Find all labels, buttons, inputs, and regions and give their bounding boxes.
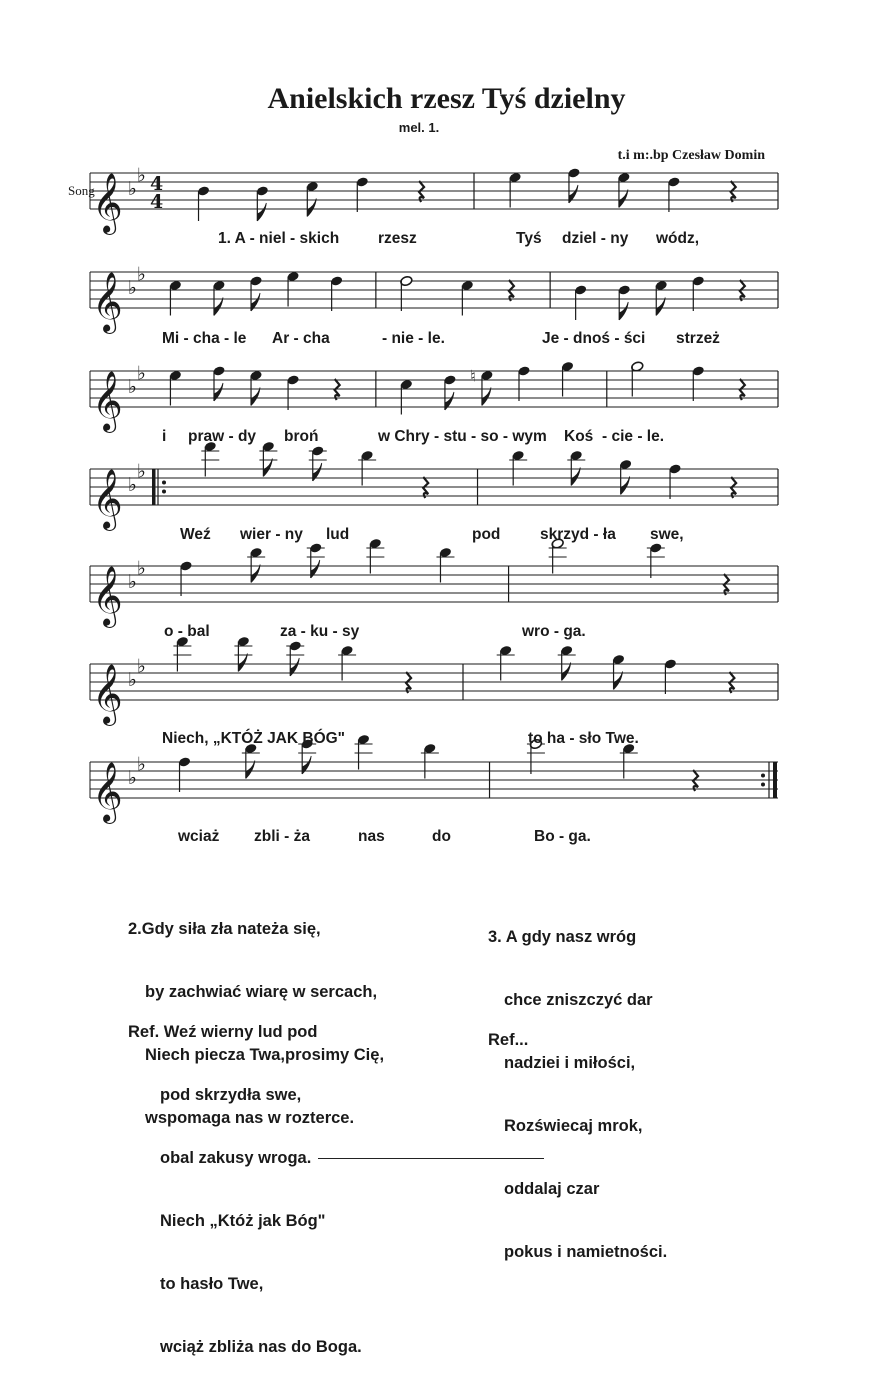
eighth-flag xyxy=(619,302,628,320)
verse-3 xyxy=(488,885,667,1284)
eighth-flag xyxy=(562,663,571,681)
eighth-flag xyxy=(619,190,628,208)
repeat-dot xyxy=(761,774,765,778)
verse-line: 3. A gdy nasz wróg xyxy=(488,928,637,946)
eighth-flag xyxy=(251,388,260,406)
lyric-word: to ha - sło Twe. xyxy=(528,730,639,747)
eighth-flag xyxy=(482,388,491,406)
refrain xyxy=(128,980,362,1379)
key-flat: ♭ xyxy=(137,263,146,286)
lyric-word: za - ku - sy xyxy=(280,623,360,640)
part-name: Song xyxy=(68,183,95,198)
eighth-flag xyxy=(614,672,623,690)
verse-line: by zachwiać wiarę w sercach, xyxy=(145,983,378,1001)
lyric-word: - nie - le. xyxy=(382,330,445,347)
treble-clef: 𝄞 xyxy=(92,762,123,822)
lyric-word: zbli - ża xyxy=(254,828,310,845)
lyric-word: wódz, xyxy=(656,230,700,247)
verse-line: to hasło Twe, xyxy=(160,1275,264,1293)
repeat-dot xyxy=(162,481,166,485)
eighth-flag xyxy=(246,761,255,779)
verse-line: oddalaj czar xyxy=(504,1180,600,1198)
time-signature-top: 4 xyxy=(150,173,164,195)
lyric-word: lud xyxy=(326,526,350,543)
time-signature-bottom: 4 xyxy=(150,191,164,213)
lyric-word: Tyś xyxy=(516,230,542,247)
key-flat: ♭ xyxy=(128,767,137,789)
lyric-word: wier - ny xyxy=(240,526,303,543)
lyric-word: dziel - ny xyxy=(562,230,629,247)
eighth-flag xyxy=(214,298,223,316)
lyric-word: swe, xyxy=(650,526,684,543)
lyric-word: 1. A - niel - skich xyxy=(218,230,340,247)
eighth-flag xyxy=(251,565,260,583)
eighth-flag xyxy=(307,199,316,217)
verse-line: wspomaga nas w rozterce. xyxy=(145,1109,355,1127)
lyric-word: Ar - cha xyxy=(272,330,330,347)
verse-line: Niech piecza Twa,prosimy Cię, xyxy=(145,1046,385,1064)
eighth-flag xyxy=(257,203,266,221)
key-flat: ♭ xyxy=(137,655,146,678)
key-flat: ♭ xyxy=(128,669,137,691)
key-flat: ♭ xyxy=(128,178,137,200)
treble-clef: 𝄞 xyxy=(92,173,123,233)
lyric-word: broń xyxy=(284,428,319,445)
lyric-word: strzeż xyxy=(676,330,720,347)
eighth-flag xyxy=(238,654,247,672)
treble-clef: 𝄞 xyxy=(92,469,123,529)
key-flat: ♭ xyxy=(137,753,146,776)
eighth-flag xyxy=(621,477,630,495)
lyric-word: i xyxy=(162,428,167,445)
lyric-word: Niech, „KTÓŻ JAK BÓG" xyxy=(162,730,346,747)
repeat-dot xyxy=(162,490,166,494)
verse-line: 2.Gdy siła zła nateża się, xyxy=(128,920,321,938)
repeat-end-thick xyxy=(773,762,777,798)
key-flat: ♭ xyxy=(137,362,146,385)
verse-line: wciąż zbliża nas do Boga. xyxy=(160,1338,362,1356)
verse-line: Niech „Któż jak Bóg" xyxy=(160,1212,326,1230)
lyric-word: Bo - ga. xyxy=(534,828,591,845)
treble-clef: 𝄞 xyxy=(92,371,123,431)
verse-line: pokus i namietności. xyxy=(504,1243,668,1261)
song-title: Anielskich rzesz Tyś dzielny xyxy=(267,82,626,115)
verse-line: nadziei i miłości, xyxy=(504,1054,636,1072)
repeat-start-thick xyxy=(152,469,156,505)
treble-clef: 𝄞 xyxy=(92,566,123,626)
eighth-flag xyxy=(656,298,665,316)
repeat-dot xyxy=(761,783,765,787)
lyric-word: rzesz xyxy=(378,230,417,247)
footer-rule xyxy=(318,1158,544,1159)
lyric-word: nas xyxy=(358,828,385,845)
key-flat: ♭ xyxy=(128,474,137,496)
lyric-word: w Chry - stu - so - wym xyxy=(378,428,547,445)
treble-clef: 𝄞 xyxy=(92,272,123,332)
refrain-reference: Ref... xyxy=(488,1031,529,1049)
lyric-word: pod xyxy=(472,526,501,543)
lyric-word: praw - dy xyxy=(188,428,257,445)
lyric-word: wciaż xyxy=(178,828,220,845)
key-flat: ♭ xyxy=(137,557,146,580)
verse-line: pod skrzydła swe, xyxy=(160,1086,302,1104)
lyric-word: - cie - le. xyxy=(602,428,665,445)
key-flat: ♭ xyxy=(137,460,146,483)
lyric-word: Je - dnoś - ści xyxy=(542,330,646,347)
lyric-word: Koś xyxy=(564,428,594,445)
eighth-flag xyxy=(571,468,580,486)
verse-line: chce zniszczyć dar xyxy=(504,991,653,1009)
lyric-word: o - bal xyxy=(164,623,210,640)
key-flat: ♭ xyxy=(128,277,137,299)
key-flat: ♭ xyxy=(128,571,137,593)
key-flat: ♭ xyxy=(128,376,137,398)
verse-line: obal zakusy wroga. xyxy=(160,1149,312,1167)
eighth-flag xyxy=(263,459,272,477)
verse-line: Rozświecaj mrok, xyxy=(504,1117,643,1135)
verse-line: Ref. Weź wierny lud pod xyxy=(128,1023,318,1041)
lyric-word: wro - ga. xyxy=(522,623,586,640)
key-flat: ♭ xyxy=(137,164,146,187)
author-credit: t.i m:.bp Czesław Domin xyxy=(617,148,765,163)
natural-sign: ♮ xyxy=(469,366,476,386)
lyric-word: skrzyd - ła xyxy=(540,526,616,543)
lyric-word: do xyxy=(432,828,451,845)
melody-label: mel. 1. xyxy=(398,120,440,135)
treble-clef: 𝄞 xyxy=(92,664,123,724)
lyric-word: Mi - cha - le xyxy=(162,330,247,347)
lyric-word: Weź xyxy=(180,526,211,543)
